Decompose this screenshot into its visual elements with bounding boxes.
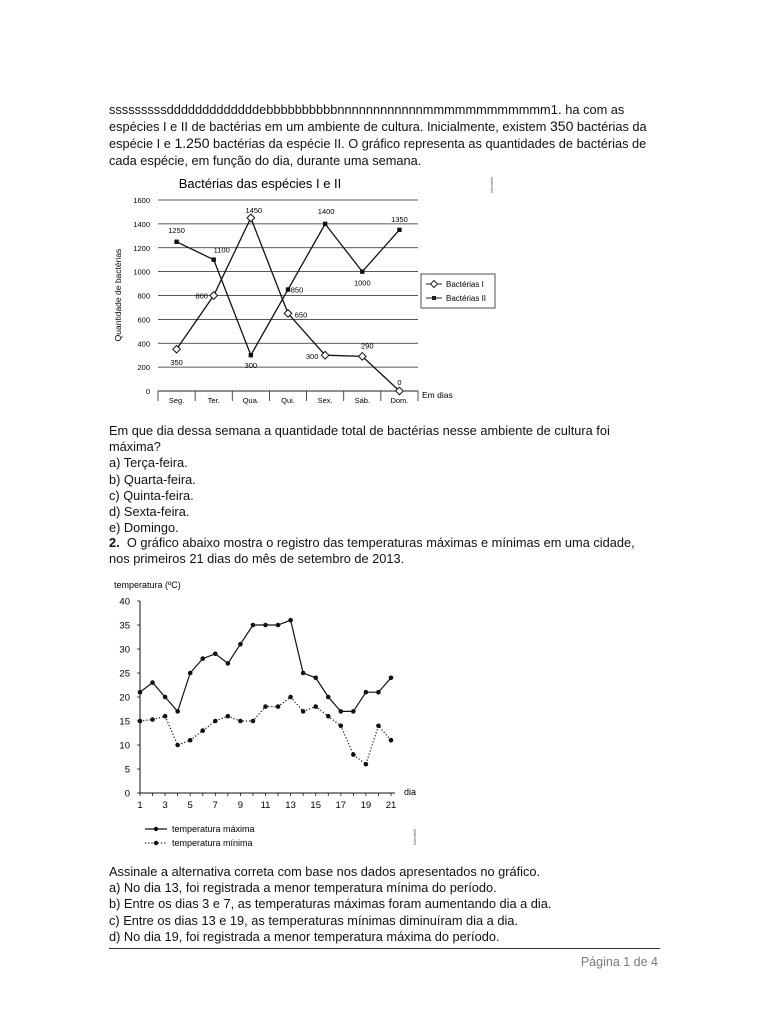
data-label: 290 xyxy=(361,341,374,351)
x-tick-label: Seg. xyxy=(168,396,185,405)
x-tick-label: Qua. xyxy=(242,396,259,405)
data-point-min xyxy=(150,717,155,722)
data-label: 650 xyxy=(294,310,308,320)
data-point-min xyxy=(213,719,218,724)
data-label: 1250 xyxy=(168,225,185,235)
data-point-bacterias-1 xyxy=(210,292,218,300)
y-tick-label: 30 xyxy=(119,644,130,656)
q1-option-d: d) Sexta-feira. xyxy=(109,504,190,520)
y-tick-label: 600 xyxy=(137,315,150,325)
x-tick-label: 15 xyxy=(310,800,321,811)
data-point-min xyxy=(251,719,256,724)
data-point-max xyxy=(313,676,318,681)
data-point-max xyxy=(188,671,193,676)
q2-intro-line-2: nos primeiros 21 dias do mês de setembro de 2013. xyxy=(109,551,405,567)
q1-question-block xyxy=(109,423,610,536)
q2-intro-text-1: O gráfico abaixo mostra o registro das temperaturas máximas e mínimas em uma cidade, xyxy=(126,535,635,550)
data-point-min xyxy=(376,724,381,729)
x-tick-label: 7 xyxy=(212,800,218,811)
legend-label-min: temperatura mínima xyxy=(172,838,253,848)
y-tick-label: 0 xyxy=(145,387,150,396)
y-tick-label: 40 xyxy=(119,596,130,608)
data-point-max xyxy=(138,690,143,695)
chart1-series xyxy=(168,206,408,395)
data-point-min xyxy=(200,728,205,733)
y-tick-label: 1400 xyxy=(133,219,150,229)
temperature-chart xyxy=(105,572,425,854)
q2-option-c: c) Entre os dias 13 e 19, as temperaturas mínimas diminuíram dia a dia. xyxy=(109,912,518,928)
data-label: 350 xyxy=(170,358,183,368)
page-number: Página 1 de 4 xyxy=(580,955,658,969)
q2-option-a: a) No dia 13, foi registrada a menor temperatura mínima do período. xyxy=(109,880,497,896)
x-tick-label: 5 xyxy=(187,800,193,811)
q2-question-block xyxy=(109,864,551,945)
chart2-xlabel: dia xyxy=(404,787,417,797)
legend-label-bacterias-2: Bactérias II xyxy=(446,294,487,303)
data-point-max xyxy=(200,656,205,661)
legend-label-max: temperatura máxima xyxy=(172,824,255,834)
y-tick-label: 15 xyxy=(119,716,130,728)
data-point-bacterias-2 xyxy=(174,240,178,244)
y-tick-label: 1600 xyxy=(133,196,150,205)
y-tick-label: 400 xyxy=(137,339,150,349)
x-tick-label: 21 xyxy=(385,800,397,811)
q1-line-2-b: 350 xyxy=(550,118,574,135)
chart2-xticks xyxy=(137,800,396,811)
data-point-max xyxy=(339,709,344,714)
data-point-min xyxy=(175,743,180,748)
x-tick-label: Dom. xyxy=(390,396,409,405)
data-point-min xyxy=(263,704,268,709)
legend-marker-max xyxy=(154,827,158,831)
data-point-bacterias-2 xyxy=(212,257,216,261)
data-point-max xyxy=(163,695,168,700)
chart1-xlabel: Em dias xyxy=(422,390,453,400)
data-point-max xyxy=(175,709,180,714)
data-label: 1400 xyxy=(317,206,335,216)
data-point-min xyxy=(313,704,318,709)
x-tick-label: Sex. xyxy=(317,396,333,405)
data-point-bacterias-2 xyxy=(360,269,364,273)
q1-option-b: b) Quarta-feira. xyxy=(109,471,196,487)
y-tick-label: 25 xyxy=(119,668,130,680)
data-point-max xyxy=(251,623,256,628)
data-label: 0 xyxy=(397,378,402,387)
legend-square-marker xyxy=(432,296,436,300)
q1-line-3-a: espécie I e xyxy=(109,136,175,152)
data-point-max xyxy=(376,690,381,695)
y-tick-label: 20 xyxy=(119,692,130,704)
chart2-credit: Interstelli xyxy=(412,828,417,846)
q1-line-1 xyxy=(109,101,647,118)
data-point-bacterias-1 xyxy=(173,345,181,353)
data-point-min xyxy=(188,738,193,743)
data-point-min xyxy=(301,709,306,714)
chart2-legend xyxy=(145,824,255,848)
data-point-max xyxy=(213,652,218,657)
x-tick-label: 11 xyxy=(260,800,271,811)
data-point-max xyxy=(276,623,281,628)
x-tick-label: 13 xyxy=(285,800,296,811)
q1-line-3-b: 1.250 xyxy=(174,135,210,152)
data-point-bacterias-2 xyxy=(249,353,253,357)
chart1-xticks xyxy=(169,396,409,405)
q1-line-1-a: sssssssssdddddddddddddebbbbbbbbbbnnnnnnnnnnnnmmmmmmmmmmmm1 xyxy=(109,102,558,117)
data-point-max xyxy=(288,618,293,623)
data-point-max xyxy=(263,623,268,628)
chart2-yticks xyxy=(119,597,130,800)
q1-line-3-c: bactérias da espécie II. O gráfico representa as quantidades de bactérias de xyxy=(209,136,647,152)
y-tick-label: 5 xyxy=(124,764,130,776)
data-label: 300 xyxy=(305,352,319,362)
q1-line-3 xyxy=(109,135,647,152)
data-point-max xyxy=(364,690,369,695)
data-point-max xyxy=(238,642,243,647)
chart2-axes xyxy=(137,601,395,796)
x-tick-label: Sáb. xyxy=(354,396,371,405)
data-point-bacterias-2 xyxy=(286,287,290,291)
data-point-min xyxy=(276,704,281,709)
data-label: 1350 xyxy=(391,214,408,224)
y-tick-label: 0 xyxy=(124,788,130,800)
data-point-max xyxy=(389,676,394,681)
data-point-max xyxy=(301,671,306,676)
q1-question-line-2: máxima? xyxy=(109,439,161,455)
legend-label-bacterias-1: Bactérias I xyxy=(446,280,484,289)
x-tick-label: Ter. xyxy=(207,396,220,405)
q1-statement xyxy=(109,101,647,169)
q2-question: Assinale a alternativa correta com base nos dados apresentados no gráfico. xyxy=(109,864,541,879)
q1-line-2 xyxy=(109,118,647,135)
q1-line-2-a: espécies I e II de bactérias em um ambiente de cultura. Inicialmente, existem xyxy=(109,119,550,135)
data-point-min xyxy=(226,714,231,719)
chart2-ylabel: temperatura (ºC) xyxy=(114,580,181,590)
data-point-bacterias-2 xyxy=(323,222,327,226)
q1-line-2-c: bactérias da xyxy=(573,119,647,135)
data-point-min xyxy=(163,714,168,719)
series-line-max xyxy=(140,620,391,711)
chart2-series xyxy=(138,618,394,767)
data-point-min xyxy=(288,695,293,700)
y-tick-label: 200 xyxy=(137,363,150,373)
data-point-max xyxy=(326,695,331,700)
data-point-min xyxy=(364,762,369,767)
y-tick-label: 1200 xyxy=(133,243,150,253)
q1-line-1-b: . xyxy=(557,101,562,117)
y-tick-label: 1000 xyxy=(133,267,150,277)
bacteria-chart xyxy=(100,165,520,415)
data-point-min xyxy=(238,719,243,724)
q2-intro-line-1 xyxy=(109,535,635,551)
q2-option-d: d) No dia 19, foi registrada a menor temperatura máxima do período. xyxy=(109,928,500,944)
q1-option-e: e) Domingo. xyxy=(109,520,179,536)
q1-question-line-1: Em que dia dessa semana a quantidade total de bactérias nesse ambiente de cultura foi xyxy=(109,423,610,438)
chart1-yticks xyxy=(133,196,150,396)
data-point-min xyxy=(138,719,143,724)
y-tick-label: 10 xyxy=(119,740,130,752)
q1-line-4-a: cada espécie, em função do dia, durante uma semana. xyxy=(109,152,422,168)
q2-number: 2. xyxy=(109,535,120,550)
data-point-min xyxy=(326,714,331,719)
data-point-min xyxy=(339,724,344,729)
series-line-1 xyxy=(177,218,400,391)
x-tick-label: 19 xyxy=(360,800,372,811)
chart1-title: Bactérias das espécies I e II xyxy=(178,176,342,191)
data-label: 800 xyxy=(195,291,208,301)
data-label: 850 xyxy=(290,285,304,295)
x-tick-label: 9 xyxy=(237,800,244,811)
data-label: 1450 xyxy=(245,205,263,215)
data-label: 300 xyxy=(244,361,258,371)
q1-option-c: c) Quinta-feira. xyxy=(109,487,194,503)
q2-option-b: b) Entre os dias 3 e 7, as temperaturas máximas foram aumentando dia a dia. xyxy=(109,896,552,912)
y-tick-label: 800 xyxy=(137,291,150,301)
data-point-max xyxy=(226,661,231,666)
data-point-min xyxy=(389,738,394,743)
footer-divider xyxy=(109,948,660,949)
x-tick-label: 3 xyxy=(162,800,168,811)
legend-marker-min xyxy=(154,841,158,845)
x-tick-label: Qui. xyxy=(281,396,295,405)
x-tick-label: 1 xyxy=(137,800,143,811)
q2-intro xyxy=(109,535,635,567)
data-label: 1000 xyxy=(353,278,371,288)
chart1-ylabel: Quantidade de bactérias xyxy=(113,248,123,342)
x-tick-label: 17 xyxy=(335,800,347,811)
chart1-legend xyxy=(421,274,495,308)
data-label: 1100 xyxy=(213,245,230,255)
chart1-credit: Interstelli xyxy=(489,176,494,194)
q1-option-a: a) Terça-feira. xyxy=(109,455,188,471)
data-point-max xyxy=(150,680,155,685)
q1-line-1-c: ha com as xyxy=(561,102,625,117)
y-tick-label: 35 xyxy=(119,620,130,632)
data-point-max xyxy=(351,709,356,714)
data-point-min xyxy=(351,752,356,757)
chart1-gridlines xyxy=(158,200,418,401)
data-point-bacterias-1 xyxy=(247,214,255,222)
data-point-bacterias-2 xyxy=(397,228,401,232)
